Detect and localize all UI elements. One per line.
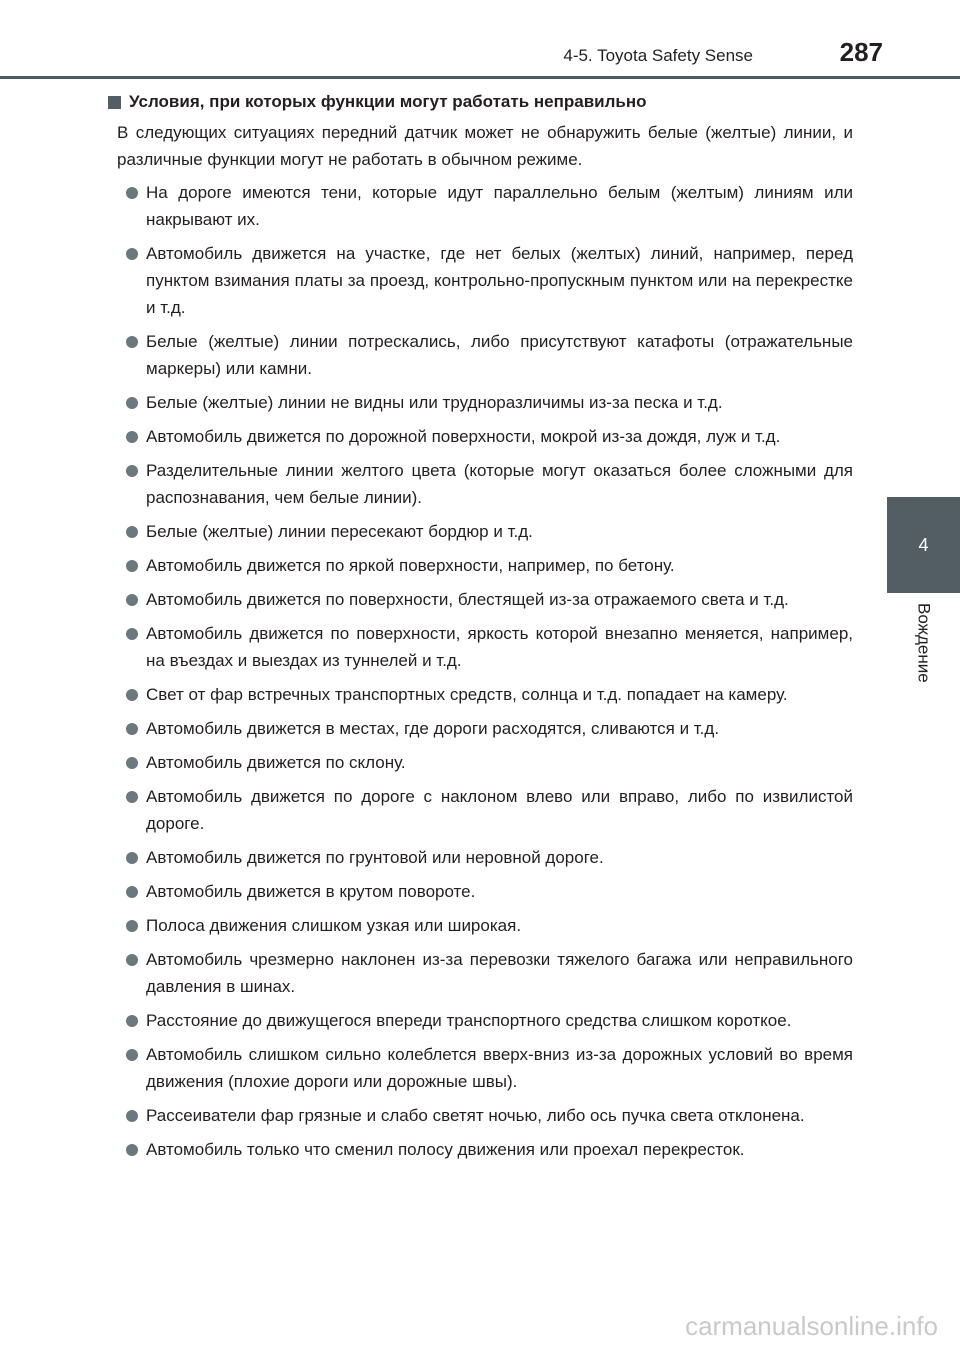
list-item-text: Полоса движения слишком узкая или широкая. <box>146 916 522 935</box>
list-item <box>108 552 853 579</box>
list-item-text: Автомобиль движется по поверхности, яркость которой внезапно меняется, например, на въездах и выездах из туннелей и т.д. <box>146 624 853 670</box>
circle-bullet-icon <box>126 336 138 348</box>
list-item <box>108 423 853 450</box>
section-heading-text: Условия, при которых функции могут работать неправильно <box>129 92 647 111</box>
list-item-text: Автомобиль чрезмерно наклонен из-за перевозки тяжелого багажа или неправильного давления в шинах. <box>146 950 853 996</box>
circle-bullet-icon <box>126 1144 138 1156</box>
list-item <box>108 1007 853 1034</box>
watermark: carmanualsonline.info <box>685 1311 938 1341</box>
header-divider <box>0 76 960 79</box>
list-item-text: Рассеиватели фар грязные и слабо светят ночью, либо ось пучка света отклонена. <box>146 1106 805 1125</box>
list-item-text: Белые (желтые) линии не видны или трудноразличимы из-за песка и т.д. <box>146 393 723 412</box>
list-item <box>108 328 853 382</box>
circle-bullet-icon <box>126 397 138 409</box>
list-item-text: Разделительные линии желтого цвета (которые могут оказаться более сложными для распознавания, чем белые линии). <box>146 461 853 507</box>
page-number: 287 <box>839 37 883 67</box>
circle-bullet-icon <box>126 560 138 572</box>
circle-bullet-icon <box>126 1049 138 1061</box>
list-item <box>108 389 853 416</box>
list-item-text: Автомобиль движется по грунтовой или неровной дороге. <box>146 848 604 867</box>
circle-bullet-icon <box>126 791 138 803</box>
list-item-text: Автомобиль только что сменил полосу движения или проехал перекресток. <box>146 1140 745 1159</box>
list-item <box>108 240 853 321</box>
list-item-text: Автомобиль движется по дороге с наклоном влево или вправо, либо по извилистой дороге. <box>146 787 853 833</box>
list-item-text: Автомобиль движется в местах, где дороги расходятся, сливаются и т.д. <box>146 719 720 738</box>
list-item <box>108 844 853 871</box>
chapter-tab: 4 <box>887 497 960 593</box>
list-item-text: Белые (желтые) линии пересекают бордюр и т.д. <box>146 522 533 541</box>
list-item-text: Автомобиль движется по дорожной поверхности, мокрой из-за дождя, луж и т.д. <box>146 427 781 446</box>
circle-bullet-icon <box>126 954 138 966</box>
section-intro: В следующих ситуациях передний датчик может не обнаружить белые (желтые) линии, и различные функции могут не работать в обычном режиме. <box>117 123 853 169</box>
circle-bullet-icon <box>126 757 138 769</box>
circle-bullet-icon <box>126 465 138 477</box>
square-bullet-icon <box>108 96 121 109</box>
list-item <box>108 749 853 776</box>
circle-bullet-icon <box>126 886 138 898</box>
list-item-text: Автомобиль движется по склону. <box>146 753 406 772</box>
list-item-text: Автомобиль движется на участке, где нет белых (желтых) линий, например, перед пунктом взимания платы за проезд, контрольно-пропускным пунктом или на перекрестке и т.д. <box>146 244 853 317</box>
condition-list <box>108 179 853 1163</box>
chapter-label <box>887 593 960 693</box>
header-section-title: 4-5. Toyota Safety Sense <box>563 46 753 65</box>
list-item <box>108 912 853 939</box>
list-item-text: Автомобиль слишком сильно колеблется вверх-вниз из-за дорожных условий во время движения (плохие дороги или дорожные швы). <box>146 1045 853 1091</box>
list-item <box>108 1041 853 1095</box>
list-item <box>108 783 853 837</box>
list-item <box>108 681 853 708</box>
list-item <box>108 586 853 613</box>
list-item-text: Белые (желтые) линии потрескались, либо присутствуют катафоты (отражательные маркеры) или камни. <box>146 332 853 378</box>
list-item <box>108 946 853 1000</box>
circle-bullet-icon <box>126 187 138 199</box>
section-heading <box>108 89 853 115</box>
circle-bullet-icon <box>126 689 138 701</box>
list-item <box>108 518 853 545</box>
list-item <box>108 1102 853 1129</box>
list-item <box>108 1136 853 1163</box>
list-item-text: Расстояние до движущегося впереди транспортного средства слишком короткое. <box>146 1011 792 1030</box>
list-item <box>108 179 853 233</box>
circle-bullet-icon <box>126 1110 138 1122</box>
circle-bullet-icon <box>126 431 138 443</box>
list-item-text: Автомобиль движется по яркой поверхности, например, по бетону. <box>146 556 675 575</box>
list-item-text: Свет от фар встречных транспортных средств, солнца и т.д. попадает на камеру. <box>146 685 788 704</box>
page-content <box>108 89 853 1170</box>
list-item <box>108 715 853 742</box>
circle-bullet-icon <box>126 723 138 735</box>
circle-bullet-icon <box>126 594 138 606</box>
list-item <box>108 620 853 674</box>
list-item <box>108 878 853 905</box>
list-item-text: Автомобиль движется по поверхности, блестящей из-за отражаемого света и т.д. <box>146 590 789 609</box>
circle-bullet-icon <box>126 852 138 864</box>
circle-bullet-icon <box>126 248 138 260</box>
circle-bullet-icon <box>126 628 138 640</box>
list-item-text: Автомобиль движется в крутом повороте. <box>146 882 476 901</box>
list-item <box>108 457 853 511</box>
circle-bullet-icon <box>126 1015 138 1027</box>
list-item-text: На дороге имеются тени, которые идут параллельно белым (желтым) линиям или накрывают их. <box>146 183 853 229</box>
circle-bullet-icon <box>126 526 138 538</box>
circle-bullet-icon <box>126 920 138 932</box>
chapter-label-text: Вождение <box>914 603 934 683</box>
